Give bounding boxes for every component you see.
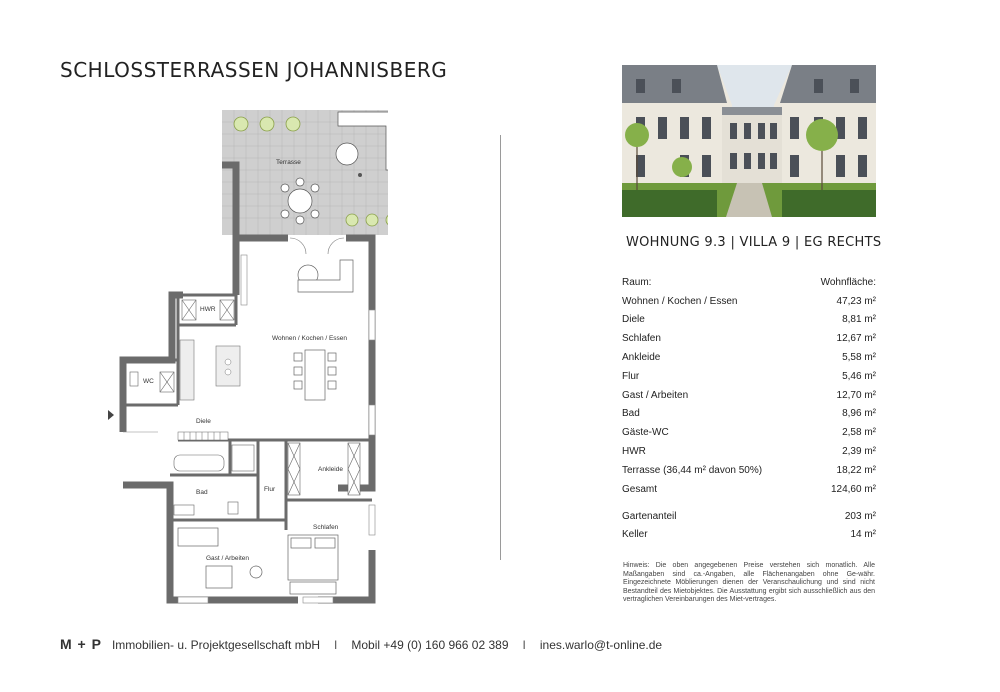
- label-hwr: HWR: [200, 306, 216, 313]
- label-terrasse: Terrasse: [276, 159, 301, 166]
- label-diele: Diele: [196, 418, 211, 425]
- table-row: [622, 367, 876, 386]
- label-wc: WC: [143, 378, 154, 385]
- table-row: [622, 329, 876, 348]
- room-area: 12,67 m²: [836, 333, 876, 345]
- room-area: 203 m²: [844, 510, 876, 522]
- total-area: 124,60 m²: [830, 484, 876, 496]
- header-area: Wohnfläche:: [820, 276, 876, 288]
- room-name: Bad: [622, 408, 640, 420]
- table-row: [622, 292, 876, 311]
- table-header-row: [622, 273, 876, 292]
- room-name: Schlafen: [622, 333, 661, 345]
- room-area: 5,58 m²: [842, 352, 876, 364]
- building-photo: [622, 65, 876, 217]
- total-label: Gesamt: [622, 484, 658, 496]
- label-ankleide: Ankleide: [318, 466, 343, 473]
- table-row: [622, 442, 876, 461]
- apartment-title: WOHNUNG 9.3 | VILLA 9 | EG RECHTS: [626, 235, 882, 250]
- header-room: Raum:: [622, 276, 652, 288]
- room-area: 8,96 m²: [842, 408, 876, 420]
- table-row: [622, 461, 876, 480]
- company-logo: M + P: [60, 636, 102, 652]
- terrace-area: [222, 110, 388, 235]
- label-gast: Gast / Arbeiten: [206, 555, 249, 562]
- disclaimer-note: Hinweis: Die oben angegebenen Preise verstehen sich monatlich. Alle Maßangaben sind ca.-Angaben, alle Flächenangaben ohne Ge-währ. Eingezeichnete Möblierungen dienen der Veranschaulichung und sind nicht Bestandteil des Mietobjektes. Die Ausstattung ergibt sich ausschließlich aus den vertraglichen Vereinbarungen des Miet-vertrages.: [623, 562, 875, 603]
- label-flur: Flur: [264, 486, 276, 493]
- table-row: [622, 386, 876, 405]
- footer-separator: I: [334, 638, 338, 652]
- table-row: [622, 507, 876, 526]
- room-area: 18,22 m²: [836, 464, 876, 476]
- table-row: [622, 405, 876, 424]
- email-link[interactable]: ines.warlo@t-online.de: [539, 638, 663, 652]
- room-name: HWR: [622, 446, 646, 458]
- label-bad: Bad: [196, 489, 208, 496]
- room-name: Terrasse (36,44 m² davon 50%): [622, 464, 763, 476]
- room-area: 14 m²: [850, 529, 876, 541]
- footer-separator: I: [522, 638, 526, 652]
- label-schlafen: Schlafen: [313, 524, 339, 531]
- room-name: Keller: [622, 529, 648, 541]
- room-area: 12,70 m²: [836, 389, 876, 401]
- room-area: 2,58 m²: [842, 427, 876, 439]
- table-row: [622, 311, 876, 330]
- room-name: Gäste-WC: [622, 427, 669, 439]
- table-row: [622, 423, 876, 442]
- label-wohnen: Wohnen / Kochen / Essen: [272, 335, 348, 342]
- room-name: Gast / Arbeiten: [622, 389, 689, 401]
- room-area: 5,46 m²: [842, 370, 876, 382]
- vertical-divider: [500, 135, 501, 560]
- floor-plan: [108, 110, 388, 610]
- room-area: 2,39 m²: [842, 446, 876, 458]
- room-area-table: [622, 273, 876, 544]
- phone-number[interactable]: Mobil +49 (0) 160 966 02 389: [351, 638, 509, 652]
- room-name: Flur: [622, 370, 640, 382]
- table-row: [622, 348, 876, 367]
- footer: [60, 636, 662, 652]
- table-total-row: [622, 480, 876, 500]
- room-name: Gartenanteil: [622, 510, 677, 522]
- room-name: Wohnen / Kochen / Essen: [622, 295, 738, 307]
- page-title: SCHLOSSTERRASSEN JOHANNISBERG: [60, 58, 448, 82]
- company-name: Immobilien- u. Projektgesellschaft mbH: [111, 638, 321, 652]
- room-name: Diele: [622, 314, 645, 326]
- room-area: 47,23 m²: [836, 295, 876, 307]
- room-name: Ankleide: [622, 352, 661, 364]
- table-row: [622, 526, 876, 545]
- room-area: 8,81 m²: [842, 314, 876, 326]
